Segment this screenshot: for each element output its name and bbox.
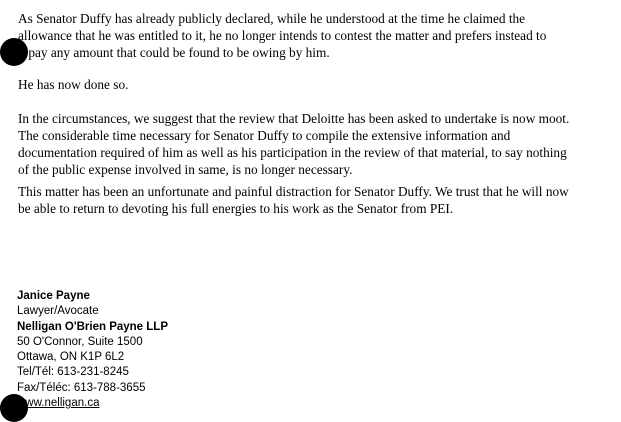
paragraph-line: documentation required of him as well as his participation in the review of that material, to say nothing (18, 145, 567, 160)
firm-name: Nelligan O'Brien Payne LLP (17, 320, 168, 333)
paragraph-line: allowance that he was entitled to it, he no longer intends to contest the matter and prefers instead to (18, 28, 547, 43)
signer-name: Janice Payne (17, 290, 90, 302)
phone-number: Tel/Tél: 613-231-8245 (17, 366, 129, 379)
address-street: 50 O'Connor, Suite 1500 (17, 335, 143, 348)
letter-paragraph (18, 10, 616, 61)
paragraph-line: be able to return to devoting his full energies to his work as the Senator from PEI. (18, 201, 454, 216)
signer-title: Lawyer/Avocate (17, 305, 99, 318)
paragraph-line: repay any amount that could be found to be owing by him. (18, 45, 330, 60)
paragraph-line: of the public expense involved in same, is no longer necessary. (18, 162, 353, 177)
signature-block (17, 289, 168, 411)
fax-number: Fax/Téléc: 613-788-3655 (17, 381, 146, 394)
paragraph-line: This matter has been an unfortunate and painful distraction for Senator Duffy. We trust that he will now (18, 184, 569, 199)
letter-paragraph (18, 183, 616, 217)
paragraph-line: In the circumstances, we suggest that the review that Deloitte has been asked to undertake is now moot. (18, 111, 570, 126)
address-city: Ottawa, ON K1P 6L2 (17, 351, 125, 364)
letter-paragraph (18, 76, 616, 93)
paragraph-line: He has now done so. (18, 77, 129, 92)
website-link[interactable]: www.nelligan.ca (17, 397, 100, 410)
letter-paragraph (18, 110, 616, 178)
paragraph-line: As Senator Duffy has already publicly declared, while he understood at the time he claimed the (18, 11, 526, 26)
paragraph-line: The considerable time necessary for Senator Duffy to compile the extensive information and (18, 128, 511, 143)
